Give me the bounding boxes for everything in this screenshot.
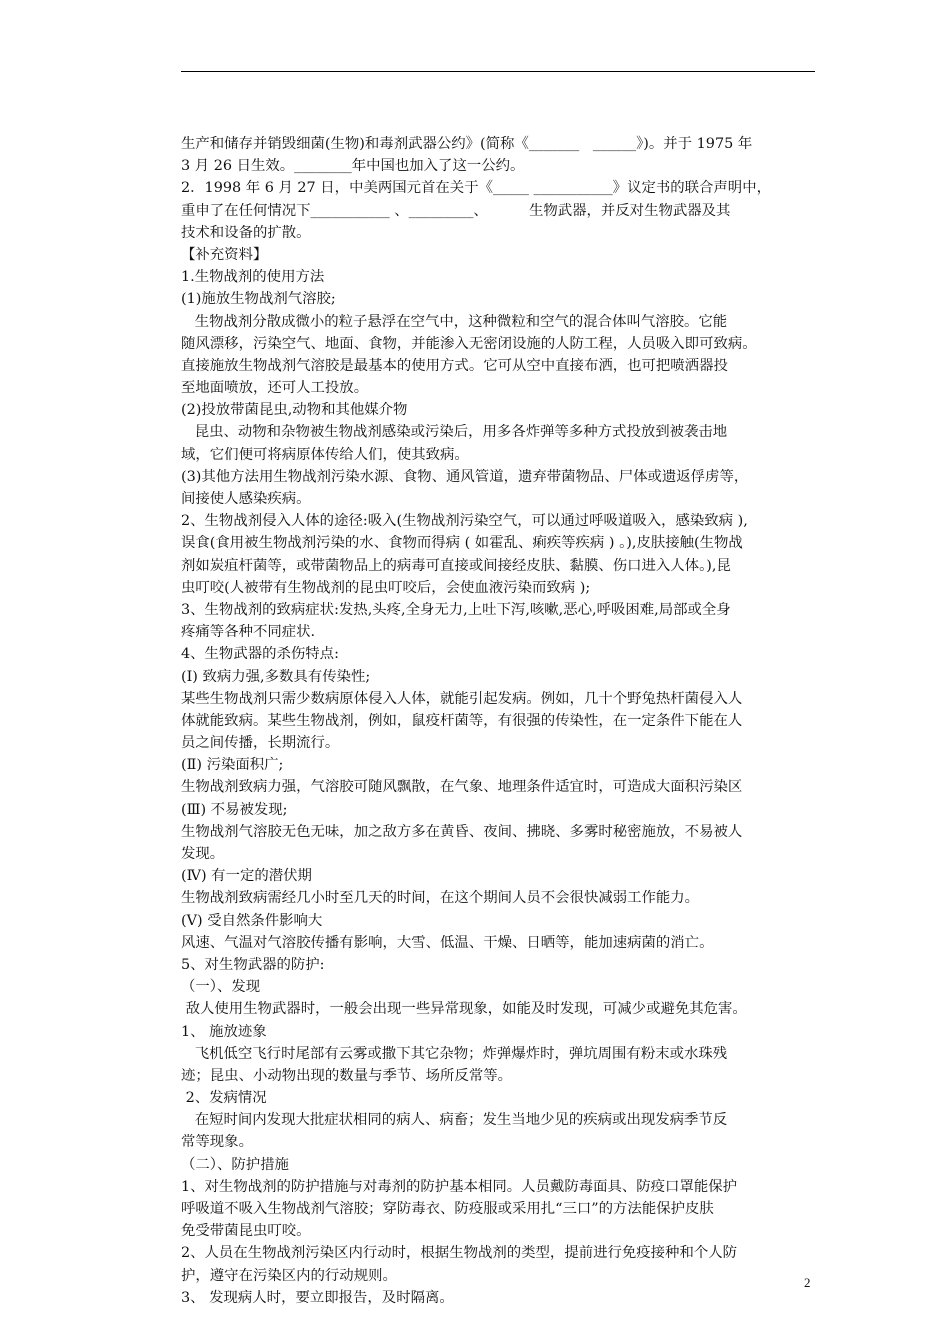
text-line: 员之间传播，长期流行。 [181, 735, 340, 752]
text-line: (Ⅳ) 有一定的潜伏期 [181, 868, 312, 885]
text-line: 随风漂移，污染空气、地面、食物，并能渗入无密闭设施的人防工程，人员吸入即可致病。 [181, 335, 757, 352]
text-line: （二）、防护措施 [181, 1156, 289, 1173]
text-line: 免受带菌昆虫叮咬。 [181, 1223, 311, 1240]
text-line: 风速、气温对气溶胶传播有影响，大雪、低温、干燥、日晒等，能加速病菌的消亡。 [181, 934, 714, 951]
text-line: 疼痛等各种不同症状. [181, 624, 316, 641]
text-line: 至地面喷放，还可人工投放。 [181, 380, 369, 397]
text-line: (Ⅰ) 致病力强,多数具有传染性; [181, 668, 371, 685]
text-line: (1)施放生物战剂气溶胶; [181, 291, 336, 308]
text-line: 迹；昆虫、小动物出现的数量与季节、场所反常等。 [181, 1067, 512, 1084]
text-line: 5、对生物武器的防护: [181, 956, 325, 973]
text-line: 直接施放生物战剂气溶胶是最基本的使用方式。它可从空中直接布洒，也可把喷洒器投 [181, 357, 728, 374]
text-line: 常等现象。 [181, 1134, 253, 1151]
text-line: 虫叮咬(人被带有生物战剂的昆虫叮咬后，会使血液污染而致病 ); [181, 579, 591, 596]
text-line: 护，遵守在污染区内的行动规则。 [181, 1267, 397, 1284]
text-line: 某些生物战剂只需少数病原体侵入人体，就能引起发病。例如，几十个野兔热杆菌侵入人 [181, 690, 743, 707]
text-line: 生物战剂致病力强，气溶胶可随风飘散，在气象、地理条件适宜时，可造成大面积污染区 [181, 779, 743, 796]
text-line: 呼吸道不吸入生物战剂气溶胶；穿防毒衣、防疫服或采用扎“三口”的方法能保护皮肤 [181, 1201, 714, 1217]
text-line: 昆虫、动物和杂物被生物战剂感染或污染后，用多各炸弹等多种方式投放到被袭击地 [181, 424, 728, 441]
text-line: 技术和设备的扩散。 [181, 224, 311, 241]
text-line: 剂如炭疽杆菌等，或带菌物品上的病毒可直接或间接经皮肤、黏膜、伤口进入人体。),昆 [181, 557, 731, 574]
header-rule [181, 71, 815, 72]
text-line: 3、生物战剂的致病症状:发热,头疼,全身无力,上吐下泻,咳嗽,恶心,呼吸困难,局部或全身 [181, 601, 731, 618]
text-line: 在短时间内发现大批症状相同的病人、病畜；发生当地少见的疾病或出现发病季节反 [181, 1112, 728, 1129]
page-number: 2 [804, 1275, 811, 1290]
text-line: (2)投放带菌昆虫,动物和其他媒介物 [181, 402, 408, 419]
text-line: 【补充资料】 [181, 246, 268, 263]
text-line: 1、 施放迹象 [181, 1023, 267, 1040]
document-body [181, 133, 821, 1309]
text-line: 间接使人感染疾病。 [181, 491, 311, 507]
text-line: 1、对生物战剂的防护措施与对毒剂的防护基本相同。人员戴防毒面具、防疫口罩能保护 [181, 1178, 738, 1195]
text-line: (Ⅲ) 不易被发现; [181, 801, 288, 818]
text-line: 3、 发现病人时，要立即报告，及时隔离。 [181, 1289, 454, 1306]
text-line: 生物战剂分散成微小的粒子悬浮在空气中，这种微粒和空气的混合体叫气溶胶。它能 [181, 313, 728, 330]
text-line: 生物战剂气溶胶无色无味，加之敌方多在黄昏、夜间、拂晓、多雾时秘密施放，不易被人 [181, 823, 743, 840]
text-line: (Ⅱ) 污染面积广; [181, 757, 284, 774]
text-line: 4、生物武器的杀伤特点: [181, 646, 339, 663]
text-line: （一）、发现 [181, 979, 261, 996]
text-line: 2、人员在生物战剂污染区内行动时，根据生物战剂的类型，提前进行免疫接种和个人防 [181, 1245, 738, 1262]
text-line: 2、生物战剂侵入人体的途径:吸入(生物战剂污染空气，可以通过呼吸道吸入，感染致病 ), [181, 513, 748, 530]
text-line: 重申了在任何情况下___________ 、_________、 生物武器，并反对生物武器及其 [181, 202, 731, 219]
text-line: 2、发病情况 [181, 1090, 267, 1107]
text-line: (Ⅴ) 受自然条件影响大 [181, 912, 323, 929]
text-line: 误食(食用被生物战剂污染的水、食物而得病 ( 如霍乱、痢疾等疾病 ) 。),皮肤接触(生物战 [181, 535, 743, 552]
text-line: 体就能致病。某些生物战剂，例如，鼠疫杆菌等，有很强的传染性，在一定条件下能在人 [181, 712, 743, 729]
text-line: 生物战剂致病需经几小时至几天的时间，在这个期间人员不会很快减弱工作能力。 [181, 890, 700, 907]
text-line: 2．1998 年 6 月 27 日，中美两国元首在关于《_____ ___________》议定书的联合声明中， [181, 180, 771, 197]
text-line: 1.生物战剂的使用方法 [181, 269, 325, 286]
text-line: 飞机低空飞行时尾部有云雾或撒下其它杂物；炸弹爆炸时，弹坑周围有粉末或水珠残 [181, 1045, 728, 1062]
text-line: 生产和储存并销毁细菌(生物)和毒剂武器公约》(简称《_______ ______》)。并于 1975 年 [181, 136, 753, 152]
text-line: 域，它们便可将病原体传给人们，使其致病。 [181, 446, 469, 463]
text-line: 3 月 26 日生效。________年中国也加入了这一公约。 [181, 158, 525, 175]
text-line: 敌人使用生物武器时，一般会出现一些异常现象，如能及时发现，可减少或避免其危害。 [181, 1001, 747, 1018]
text-line: (3)其他方法用生物战剂污染水源、食物、通风管道，遗弃带菌物品、尸体或遗返俘虏等， [181, 468, 749, 485]
text-line: 发现。 [181, 846, 225, 862]
